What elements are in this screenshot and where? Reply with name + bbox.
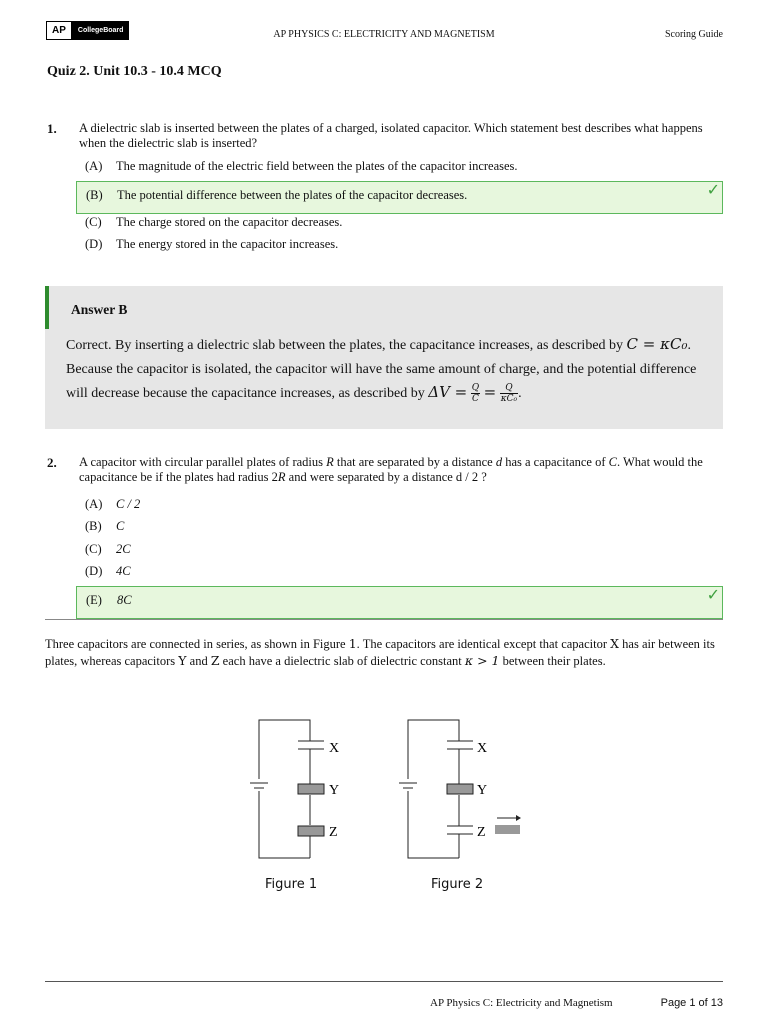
answer-explanation: Correct. By inserting a dielectric slab between the plates, the capacitance increases, as described by C = κC₀. Because the capacitor is isolated, the capacitor will have the same amount of charge, and the potential difference will decrease because the capacitance increases, as described by ΔV = $\frac{Q}{C}$ = $\frac{Q}{\text{κC₀}}$ . xyxy=(66,335,697,405)
fig2-label-y: Y xyxy=(477,783,488,798)
frac-den: κC₀ xyxy=(500,394,518,405)
choice-label: (D) xyxy=(85,237,103,251)
fig1-capacitor-y xyxy=(298,784,324,794)
question-2-number: 2. xyxy=(47,455,57,470)
fig1-label-x: X xyxy=(329,741,340,756)
choice-text: The magnitude of the electric field between the plates of the capacitor increases. xyxy=(116,159,518,173)
q2-choice-a[interactable] xyxy=(85,497,140,512)
choice-text: The potential difference between the plates of the capacitor decreases. xyxy=(117,188,468,202)
fraction-q-over-kc0 xyxy=(500,383,518,404)
choice-label: (A) xyxy=(85,497,103,511)
q2-choice-c[interactable] xyxy=(85,542,131,557)
question-1-number: 1. xyxy=(47,121,57,136)
question-2-text: A capacitor with circular parallel plates of radius R that are separated by a distance d has a capacitance of C. What would the capacitance be if the plates had radius 2R and were separated by a distance d / 2 ? xyxy=(79,455,703,484)
header-title: AP PHYSICS C: ELECTRICITY AND MAGNETISM xyxy=(273,29,495,40)
capacitor-figures xyxy=(240,712,540,902)
q1-choice-b xyxy=(86,188,467,203)
fig2-capacitor-y xyxy=(447,784,473,794)
answer-text-part2: . Because the capacitor is isolated, the capacitor will have the same amount of charge, and the potential difference will decrease because the capacitance increases, as described by xyxy=(66,338,697,401)
answer-accent-bar xyxy=(45,286,49,329)
choice-label: (C) xyxy=(85,542,102,556)
footer-divider xyxy=(45,981,723,982)
fig2-label-x: X xyxy=(477,741,488,756)
answer-title: Answer B xyxy=(71,302,128,317)
q1-choice-a[interactable] xyxy=(85,159,518,174)
choice-text: 2C xyxy=(116,542,131,556)
passage-text: Three capacitors are connected in series, as shown in Figure 1. The capacitors are identical except that capacitor X has air between its plates, whereas capacitors Y and Z each have a dielectric slab of dielectric constant κ > 1 between their plates. xyxy=(45,636,715,668)
q1-choice-c[interactable] xyxy=(85,215,342,230)
fig2-removed-slab xyxy=(495,825,520,834)
choice-label: (B) xyxy=(85,519,102,533)
choice-label: (E) xyxy=(86,593,102,607)
figure-2-caption: Figure 2 xyxy=(431,877,484,892)
quiz-title: Quiz 2. Unit 10.3 - 10.4 MCQ xyxy=(47,64,222,79)
check-icon: ✓ xyxy=(706,182,720,199)
equation-capacitance: C = κC₀ xyxy=(626,335,688,353)
answer-text-part1: Correct. By inserting a dielectric slab between the plates, the capacitance increases, as described by xyxy=(66,338,624,353)
q1-choice-d[interactable] xyxy=(85,237,338,252)
frac-den: C xyxy=(472,394,479,405)
choice-text: 8C xyxy=(117,593,132,607)
fig1-capacitor-z xyxy=(298,826,324,836)
fig1-label-y: Y xyxy=(329,783,340,798)
ap-logo: AP xyxy=(46,21,72,40)
collegeboard-logo: CollegeBoard xyxy=(72,21,130,40)
q2-choice-e xyxy=(86,593,132,608)
choice-label: (C) xyxy=(85,215,102,229)
frac-num: Q xyxy=(500,383,518,394)
figure-1-caption: Figure 1 xyxy=(265,877,318,892)
header-scoring-guide: Scoring Guide xyxy=(664,29,723,40)
choice-text: The charge stored on the capacitor decreases. xyxy=(116,215,343,229)
choice-label: (D) xyxy=(85,564,103,578)
fig1-label-z: Z xyxy=(329,825,338,840)
choice-text: 4C xyxy=(116,564,131,578)
q2-correct-choice-box[interactable] xyxy=(76,586,723,619)
fig2-label-z: Z xyxy=(477,825,486,840)
frac-num: Q xyxy=(471,383,480,394)
choice-text: C xyxy=(116,519,125,533)
choice-text: The energy stored in the capacitor increases. xyxy=(116,237,339,251)
question-1-text: A dielectric slab is inserted between the plates of a charged, isolated capacitor. Which statement best describes what happens when the dielectric slab is inserted? xyxy=(79,121,703,150)
q2-choice-d[interactable] xyxy=(85,564,131,579)
footer-course: AP Physics C: Electricity and Magnetism xyxy=(430,997,613,1009)
choice-label: (A) xyxy=(85,159,103,173)
check-icon: ✓ xyxy=(706,587,720,604)
q2-choice-b[interactable] xyxy=(85,519,124,534)
arrow-right-icon xyxy=(516,815,521,821)
section-divider xyxy=(45,619,723,620)
equation-delta-v: ΔV = xyxy=(428,383,468,401)
footer-page-number: Page 1 of 13 xyxy=(660,997,723,1009)
choice-text: C / 2 xyxy=(116,497,141,511)
fraction-q-over-c xyxy=(471,383,480,404)
choice-label: (B) xyxy=(86,188,103,202)
q1-correct-choice-box[interactable] xyxy=(76,181,723,214)
